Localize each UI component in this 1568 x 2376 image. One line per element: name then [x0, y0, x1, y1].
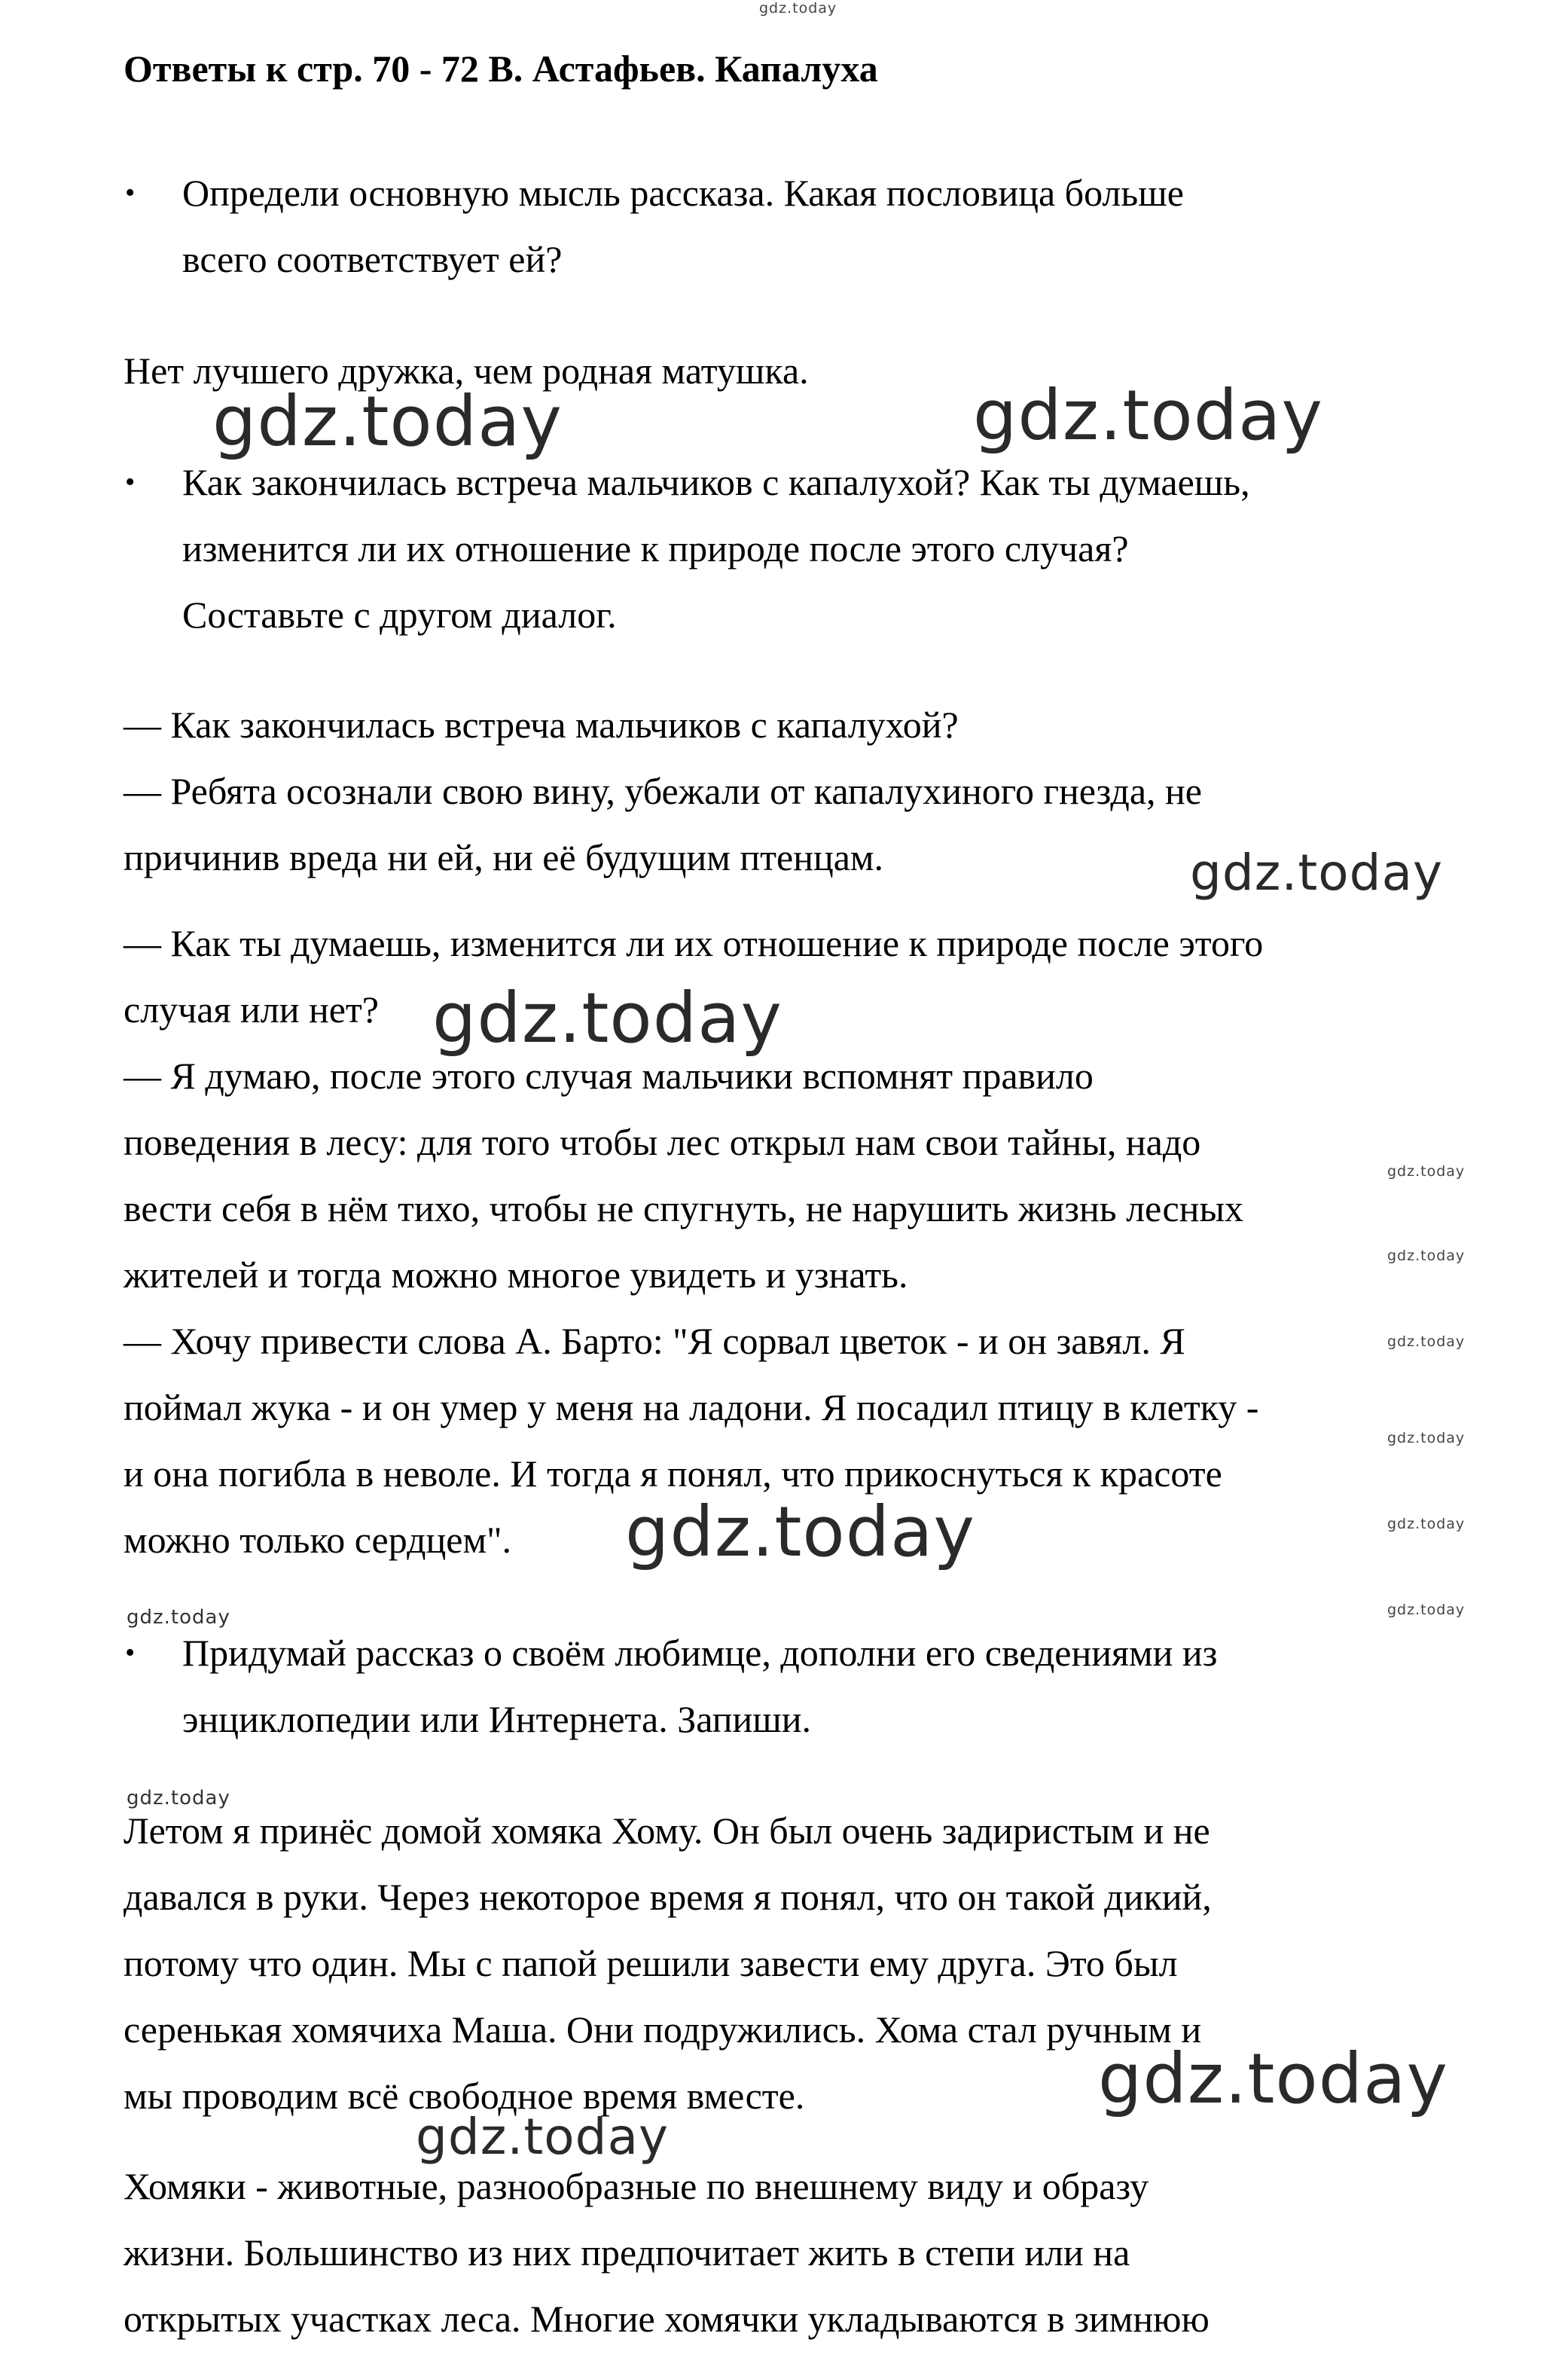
watermark: gdz.today — [625, 1492, 975, 1572]
question-2-line: Составьте с другом диалог. — [182, 594, 617, 636]
answer-2-line: случая или нет? — [124, 988, 379, 1031]
answer-2-line: — Ребята осознали свою вину, убежали от капалухиного гнезда, не — [124, 770, 1202, 812]
watermark: gdz.today — [1387, 1430, 1466, 1446]
watermark: gdz.today — [1098, 2039, 1448, 2119]
watermark: gdz.today — [1190, 844, 1444, 902]
answer-2-line: поймал жука - и он умер у меня на ладони. Я посадил птицу в клетку - — [124, 1386, 1259, 1428]
watermark: gdz.today — [212, 381, 563, 462]
answer-4-line: Хомяки - животные, разнообразные по внешнему виду и образу — [124, 2165, 1149, 2207]
watermark: gdz.today — [1387, 1602, 1466, 1618]
bullet-icon: • — [125, 177, 136, 209]
answer-1: Нет лучшего дружка, чем родная матушка. — [124, 350, 809, 392]
watermark: gdz.today — [432, 978, 782, 1058]
question-2-line: Как закончилась встреча мальчиков с капалухой? Как ты думаешь, — [182, 461, 1250, 503]
question-1-line: Определи основную мысль рассказа. Какая пословица больше — [182, 172, 1184, 214]
bullet-icon: • — [125, 466, 136, 498]
answer-2-line: можно только сердцем". — [124, 1519, 512, 1561]
answer-2-line: — Я думаю, после этого случая мальчики вспомнят правило — [124, 1055, 1094, 1097]
watermark: gdz.today — [127, 1787, 230, 1809]
answer-3-line: давался в руки. Через некоторое время я понял, что он такой дикий, — [124, 1876, 1212, 1918]
answer-3-line: мы проводим всё свободное время вместе. — [124, 2075, 805, 2117]
answer-2-line: жителей и тогда можно многое увидеть и узнать. — [124, 1254, 908, 1296]
answer-4-line: жизни. Большинство из них предпочитает жить в степи или на — [124, 2231, 1130, 2274]
answer-3-line: серенькая хомячиха Маша. Они подружились. Хома стал ручным и — [124, 2008, 1202, 2051]
answer-2-line: — Как закончилась встреча мальчиков с капалухой? — [124, 704, 959, 746]
answer-3-line: Летом я принёс домой хомяка Хому. Он был очень задиристым и не — [124, 1809, 1210, 1852]
page-title: Ответы к стр. 70 - 72 В. Астафьев. Капалуха — [124, 47, 878, 90]
watermark: gdz.today — [127, 1606, 230, 1629]
watermark: gdz.today — [973, 375, 1323, 456]
answer-2-line: причинив вреда ни ей, ни её будущим птенцам. — [124, 836, 884, 878]
answer-3-line: потому что один. Мы с папой решили завести ему друга. Это был — [124, 1942, 1178, 1984]
answer-2-line: вести себя в нём тихо, чтобы не спугнуть, не нарушить жизнь лесных — [124, 1187, 1244, 1229]
answer-2-line: поведения в лесу: для того чтобы лес открыл нам свои тайны, надо — [124, 1121, 1201, 1163]
watermark: gdz.today — [1387, 1248, 1466, 1264]
question-1-line: всего соответствует ей? — [182, 238, 563, 280]
watermark: gdz.today — [1387, 1516, 1466, 1532]
watermark: gdz.today — [1387, 1163, 1466, 1180]
answer-2-line: — Хочу привести слова А. Барто: "Я сорвал цветок - и он завял. Я — [124, 1320, 1185, 1362]
watermark: gdz.today — [1387, 1333, 1466, 1350]
watermark: gdz.today — [416, 2108, 670, 2166]
watermark-top: gdz.today — [759, 0, 837, 17]
question-3-line: Придумай рассказ о своём любимце, дополни его сведениями из — [182, 1632, 1218, 1674]
answer-4-line: открытых участках леса. Многие хомячки укладываются в зимнюю — [124, 2298, 1210, 2340]
question-2-line: изменится ли их отношение к природе после этого случая? — [182, 527, 1129, 570]
question-3-line: энциклопедии или Интернета. Запиши. — [182, 1698, 812, 1740]
answer-2-line: и она погибла в неволе. И тогда я понял, что прикоснуться к красоте — [124, 1452, 1222, 1495]
answer-2-line: — Как ты думаешь, изменится ли их отношение к природе после этого — [124, 922, 1264, 964]
bullet-icon: • — [125, 1637, 136, 1669]
